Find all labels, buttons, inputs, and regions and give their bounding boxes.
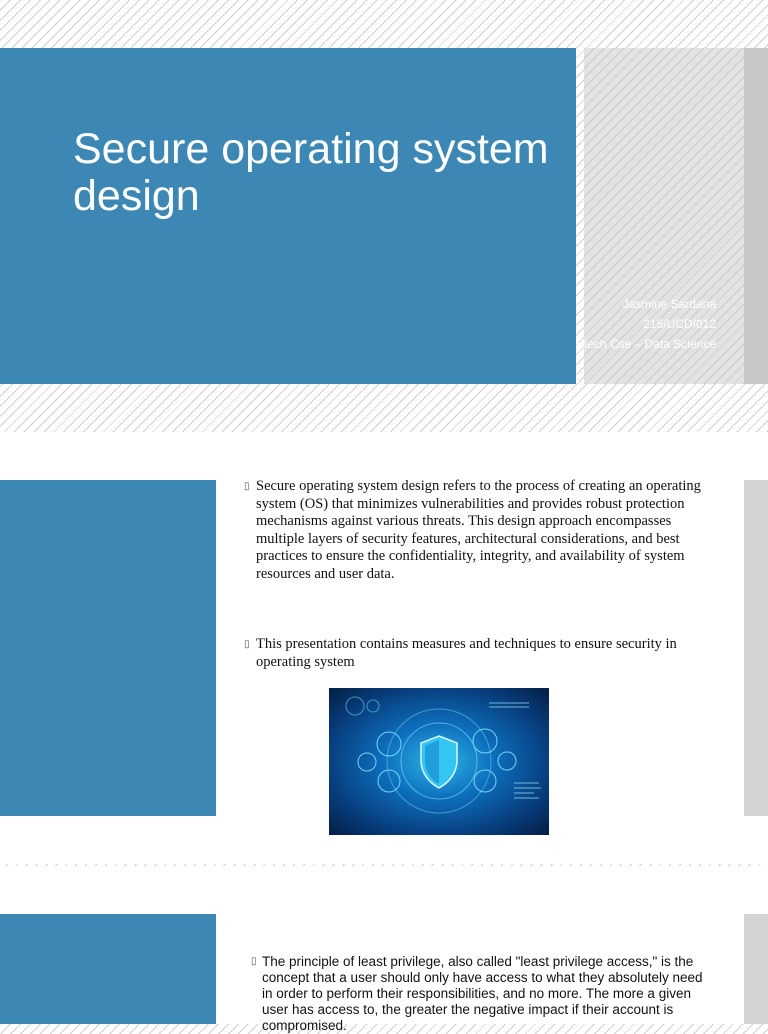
slide-title: Secure operating system design <box>73 125 549 220</box>
intro-slide <box>0 432 768 864</box>
roll-number: 215/UCD/012 <box>643 317 716 331</box>
bullet-icon: ▯ <box>251 956 257 967</box>
accent-bar <box>0 480 216 816</box>
bullet-text: Secure operating system design refers to the process of creating an operating system (OS) that minimizes vulnerabilities and provides robust protection mechanisms against various threats. This design approach encompasses multiple layers of security features, architectural considerations, and best practices to ensure the confidentiality, integrity, and availability of system resources and user data. <box>256 478 701 582</box>
bullet-text: This presentation contains measures and techniques to ensure security in operating system <box>256 636 677 670</box>
decorative-strip <box>744 48 768 384</box>
author-name: Jasmine Sardana <box>622 297 716 311</box>
program-name: Btech Cse – Data Science <box>575 337 716 351</box>
bullet-paragraph <box>244 636 704 671</box>
decorative-strip <box>744 480 768 816</box>
bullet-paragraph <box>244 478 704 583</box>
decorative-strip <box>744 914 768 1024</box>
subtitle-block <box>576 294 716 354</box>
bullet-icon: ▯ <box>244 481 250 492</box>
accent-bar <box>0 914 216 1024</box>
bullet-paragraph <box>251 954 711 1034</box>
security-shield-icon <box>329 688 549 835</box>
security-illustration <box>329 688 549 835</box>
bullet-icon: ▯ <box>244 639 250 650</box>
bullet-text: The principle of least privilege, also called "least privilege access," is the concept that a user should only have access to what they absolutely need in order to perform their responsibilities, and no more. The more a given user has access to, the greater the negative impact if their account is compromised. <box>262 954 703 1033</box>
least-privilege-slide <box>0 866 768 1033</box>
title-slide <box>0 48 768 384</box>
